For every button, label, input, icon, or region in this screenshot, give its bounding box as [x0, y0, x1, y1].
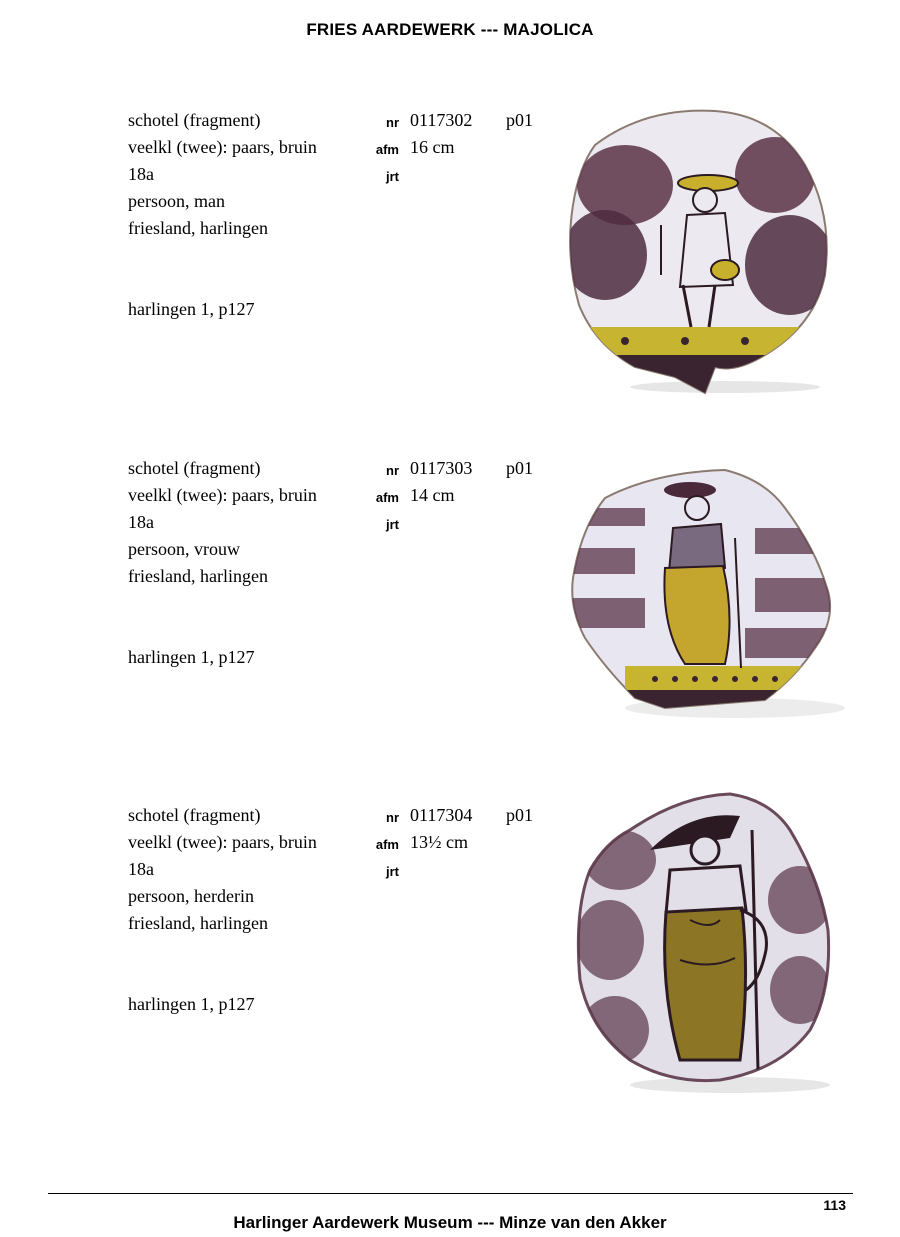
field-row-voorstelling [0, 886, 560, 912]
value-literatuur: harlingen 1, p127 [128, 994, 255, 1014]
field-row-opschrift [0, 1048, 560, 1074]
field-row-schilder [0, 940, 560, 966]
value-voorstelling: persoon, herderin [128, 886, 254, 906]
value-fabrikaat: friesland, harlingen [128, 566, 268, 586]
photo-plate-fragment-man [565, 105, 835, 395]
value-voorwerp: schotel (fragment) [128, 110, 261, 130]
value-fabrikaat: friesland, harlingen [128, 218, 268, 238]
label-nr: nr [386, 463, 399, 478]
field-row-schilder [0, 593, 560, 619]
field-row-fabrikaat [0, 913, 560, 939]
value-afm: 16 cm [410, 137, 455, 157]
field-row-datering [0, 164, 560, 190]
value-literatuur: harlingen 1, p127 [128, 299, 255, 319]
field-row-literatuur [0, 647, 560, 673]
value-afm: 14 cm [410, 485, 455, 505]
value-nr: 0117302 [410, 110, 473, 130]
field-row-voorbeeld [0, 967, 560, 993]
field-row-literatuur [0, 994, 560, 1020]
label-jrt: jrt [386, 864, 399, 879]
field-row-opmerking [0, 674, 560, 700]
field-row-schilder [0, 245, 560, 271]
label-nr: nr [386, 810, 399, 825]
field-row-datering [0, 859, 560, 885]
label-afm: afm [375, 142, 399, 157]
value-voorwerp: schotel (fragment) [128, 458, 261, 478]
field-row-voorwerp [0, 805, 560, 831]
value-code: p01 [506, 805, 533, 825]
photo-plate-fragment-shepherdess [570, 790, 850, 1095]
field-row-nr [0, 110, 560, 136]
value-datering: 18a [128, 164, 154, 184]
field-row-opschrift [0, 353, 560, 379]
footer-divider [48, 1193, 853, 1194]
field-row-voorbeeld [0, 620, 560, 646]
value-code: p01 [506, 458, 533, 478]
field-row-voorbeeld [0, 272, 560, 298]
field-row-kleur [0, 137, 560, 163]
value-voorstelling: persoon, vrouw [128, 539, 240, 559]
field-row-opmerking [0, 1021, 560, 1047]
value-voorwerp: schotel (fragment) [128, 805, 261, 825]
value-afm: 13½ cm [410, 832, 468, 852]
label-afm: afm [375, 490, 399, 505]
value-fabrikaat: friesland, harlingen [128, 913, 268, 933]
field-row-voorstelling [0, 539, 560, 565]
value-voorstelling: persoon, man [128, 191, 225, 211]
field-row-fabrikaat [0, 218, 560, 244]
page-title: FRIES AARDEWERK --- MAJOLICA [306, 20, 594, 39]
label-jrt: jrt [386, 169, 399, 184]
field-row-datering [0, 512, 560, 538]
value-nr: 0117303 [410, 458, 473, 478]
page-number: 113 [823, 1197, 846, 1213]
label-nr: nr [386, 115, 399, 130]
field-row-kleur [0, 485, 560, 511]
label-afm: afm [375, 837, 399, 852]
field-row-opschrift [0, 701, 560, 727]
field-row-fabrikaat [0, 566, 560, 592]
field-row-literatuur [0, 299, 560, 325]
value-kleur: veelkl (twee): paars, bruin [128, 137, 317, 157]
field-row-voorstelling [0, 191, 560, 217]
field-row-kleur [0, 832, 560, 858]
field-row-voorwerp [0, 458, 560, 484]
value-literatuur: harlingen 1, p127 [128, 647, 255, 667]
value-nr: 0117304 [410, 805, 473, 825]
footer-text: Harlinger Aardewerk Museum --- Minze van den Akker [233, 1213, 667, 1232]
value-kleur: veelkl (twee): paars, bruin [128, 832, 317, 852]
photo-plate-fragment-woman [565, 468, 855, 723]
value-kleur: veelkl (twee): paars, bruin [128, 485, 317, 505]
field-row-opmerking [0, 326, 560, 352]
value-code: p01 [506, 110, 533, 130]
value-datering: 18a [128, 859, 154, 879]
value-datering: 18a [128, 512, 154, 532]
label-jrt: jrt [386, 517, 399, 532]
